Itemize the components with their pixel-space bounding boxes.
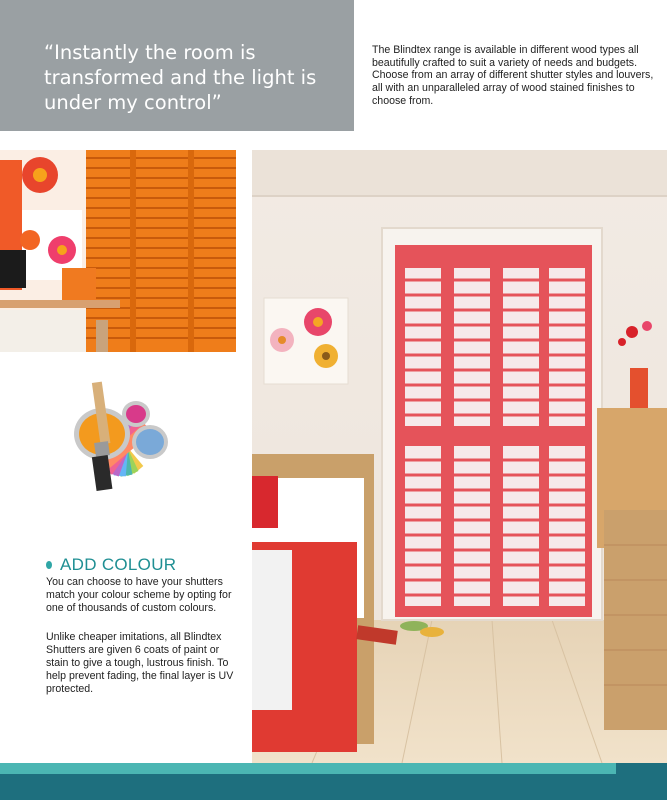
bullet-icon [46,561,52,569]
quote-panel [0,0,354,131]
paint-palette-image [60,372,200,532]
feature-paragraph-2: Unlike cheaper imitations, all Blindtex Shutters are given 6 coats of paint or stain to give a tough, lustrous finish. To help prevent fading, the final layer is UV protected. [46,631,234,695]
feature-heading-text: ADD COLOUR [60,555,177,574]
bedroom-shutters-photo [252,150,667,763]
orange-shutters-photo [0,150,236,352]
footer-band-dark [0,774,667,800]
footer-band-accent [616,763,667,774]
footer-band-light [0,763,616,774]
intro-paragraph: The Blindtex range is available in different wood types all beautifully crafted to suit a variety of needs and budgets. Choose from an array of different shutter styles and louvers, all with an unparalleled array of wood stained finishes to choose from. [372,44,654,107]
feature-heading [46,555,176,575]
feature-paragraph-1: You can choose to have your shutters match your colour scheme by opting for one of thousands of custom colours. [46,576,232,614]
pull-quote: “Instantly the room is transformed and the light is under my control” [44,41,317,114]
